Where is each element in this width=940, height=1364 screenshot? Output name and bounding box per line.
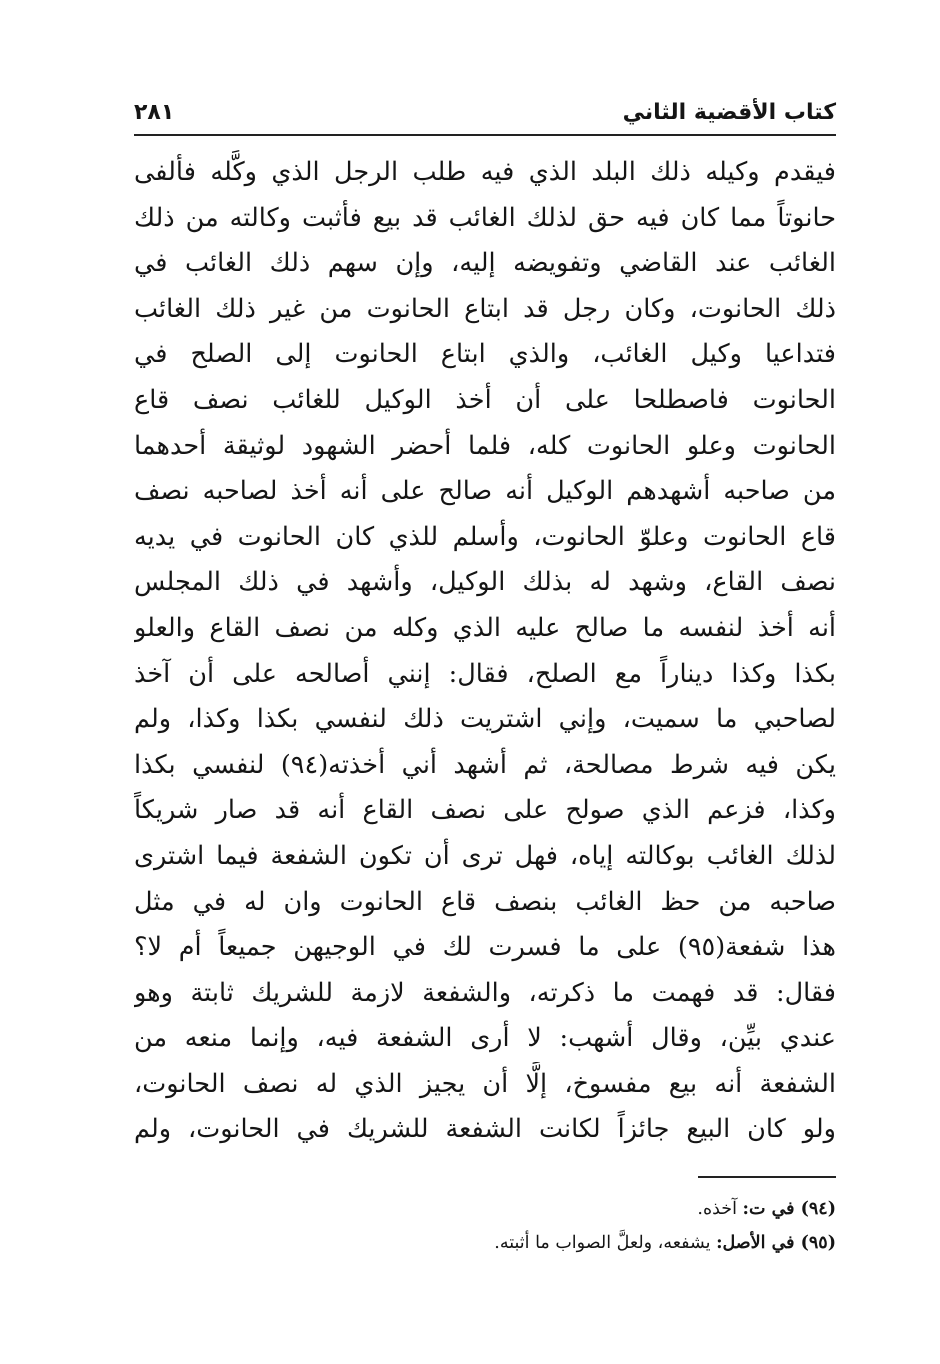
text-line: هذا شفعة(٩٥) على ما فسرت لك في الوجيهن جميعاً أم لا؟: [134, 932, 836, 963]
text-line: الشفعة أنه بيع مفسوخ، إلَّا أن يجيز الذي له نصف الحانوت،: [134, 1068, 836, 1099]
footnote-text: آخذه.: [697, 1199, 743, 1219]
main-text: [134, 150, 836, 1153]
text-line: حانوتاً مما كان فيه حق لذلك الغائب قد بيع فأثبت وكالته من ذلك: [134, 202, 836, 233]
text-line: صاحبه من حظ الغائب بنصف قاع الحانوت وان له في مثل: [134, 886, 836, 917]
footnote-marker: (٩٥) في الأصل:: [716, 1233, 836, 1253]
text-line: فتداعيا وكيل الغائب، والذي ابتاع الحانوت إلى الصلح في: [134, 339, 836, 370]
running-title: كتاب الأقضية الثاني: [622, 100, 836, 125]
footnotes: [300, 1192, 836, 1260]
text-line: ذلك الحانوت، وكان رجل قد ابتاع الحانوت من غير ذلك الغائب: [134, 293, 836, 324]
text-line: الحانوت فاصطلحا على أن أخذ الوكيل للغائب نصف قاع: [134, 384, 836, 415]
footnote-94: [300, 1192, 836, 1226]
footnote-separator: [698, 1176, 836, 1178]
text-line: لصاحبي ما سميت، وإني اشتريت ذلك لنفسي بكذا وكذا، ولم: [134, 704, 836, 735]
text-line: الغائب عند القاضي وتفويضه إليه، وإن سهم ذلك الغائب في: [134, 248, 836, 279]
text-line: فيقدم وكيله ذلك البلد الذي فيه طلب الرجل الذي وكَّله فألفى: [134, 157, 836, 187]
text-line: لذلك الغائب بوكالته إياه، فهل ترى أن تكون الشفعة فيما اشترى: [134, 840, 836, 871]
text-line: عندي بيِّن، وقال أشهب: لا أرى الشفعة فيه، وإنما منعه من: [134, 1023, 836, 1054]
text-line: أنه أخذ لنفسه ما صالح عليه الذي وكله من نصف القاع والعلو: [134, 612, 836, 643]
footnote-95: [300, 1226, 836, 1260]
page-header: [134, 98, 836, 132]
text-line: الحانوت وعلو الحانوت كله، فلما أحضر الشهود لوثيقة أحدهما: [134, 430, 836, 461]
text-line: نصف القاع، وشهد له بذلك الوكيل، وأشهد في ذلك المجلس: [134, 567, 836, 598]
text-line: فقال: قد فهمت ما ذكرته، والشفعة لازمة للشريك ثابتة وهو: [134, 977, 836, 1008]
header-rule: [134, 134, 836, 136]
text-line: قاع الحانوت وعلوّ الحانوت، وأسلم للذي كان الحانوت في يديه: [134, 521, 836, 552]
footnote-marker: (٩٤) في ت:: [742, 1199, 836, 1219]
footnote-text: يشفعه، ولعلَّ الصواب ما أثبته.: [494, 1233, 717, 1253]
text-line: ولو كان البيع جائزاً لكانت الشفعة للشريك في الحانوت، ولم: [134, 1114, 836, 1145]
page-number: ٢٨١: [134, 100, 175, 125]
text-line: بكذا وكذا ديناراً مع الصلح، فقال: إنني أصالحه على أن آخذ: [134, 658, 836, 689]
text-line: يكن فيه شرط مصالحة، ثم أشهد أني أخذته(٩٤) لنفسي بكذا: [134, 749, 836, 780]
text-line: من صاحبه أشهدهم الوكيل أنه صالح على أنه أخذ لصاحبه نصف: [134, 476, 836, 507]
text-line: وكذا، فزعم الذي صولح على نصف القاع أنه قد صار شريكاً: [134, 795, 836, 826]
